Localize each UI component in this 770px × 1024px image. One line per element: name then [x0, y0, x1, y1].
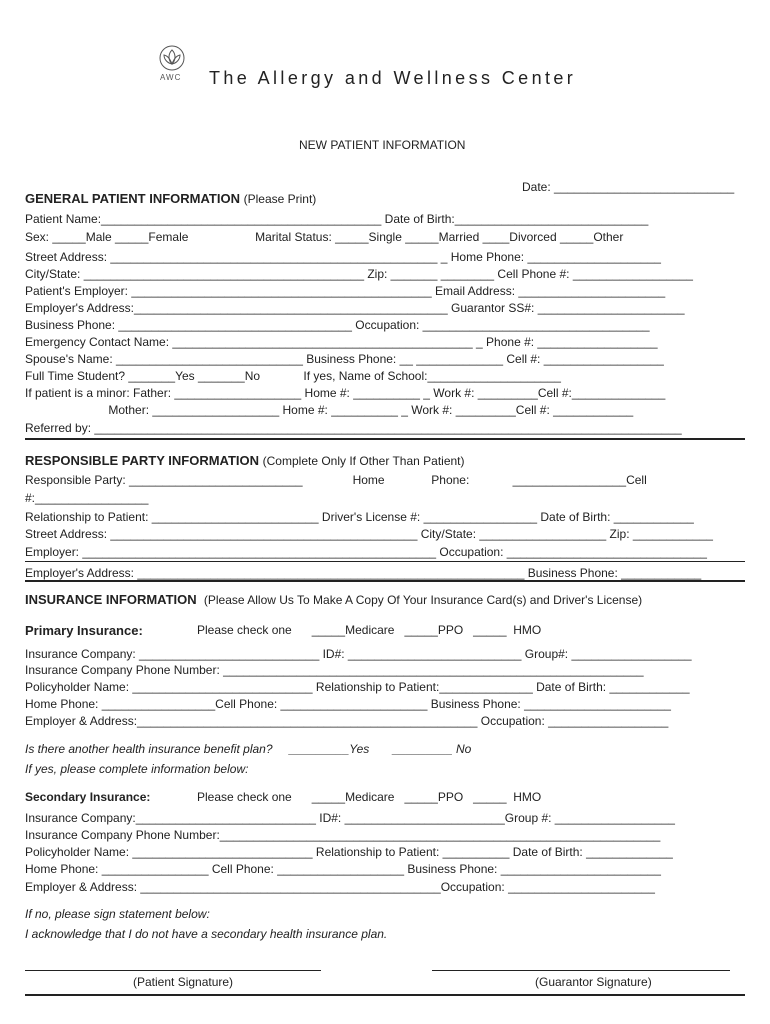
general-heading: GENERAL PATIENT INFORMATION (Please Print)	[25, 191, 317, 206]
form-row[interactable]: Insurance Company Phone Number:__________________________________________________________________	[25, 828, 661, 842]
secondary-insurance-label: Secondary Insurance:	[25, 790, 151, 804]
form-row[interactable]: Policyholder Name: ___________________________ Relationship to Patient:______________ Date of Birth: ____________	[25, 680, 690, 694]
form-row[interactable]: Street Address: ______________________________________________ City/State: ___________________ Zip: ____________	[25, 527, 713, 541]
section-divider	[25, 438, 745, 440]
form-row[interactable]: Sex: _____Male _____Female Marital Status: _____Single _____Married ____Divorced _____Other	[25, 230, 624, 244]
date-field[interactable]: Date: ___________________________	[522, 180, 735, 194]
form-row[interactable]: Full Time Student? _______Yes _______No If yes, Name of School:____________________	[25, 369, 561, 383]
logo-text: AWC	[160, 73, 182, 82]
form-row[interactable]: Street Address: _________________________________________________ _ Home Phone: ____________________	[25, 250, 661, 264]
primary-insurance-label: Primary Insurance:	[25, 623, 143, 638]
form-row[interactable]: Relationship to Patient: _________________________ Driver's License #: _________________ Date of Birth: ____________	[25, 510, 694, 524]
form-row[interactable]: Patient Name:__________________________________________ Date of Birth:_____________________________	[25, 212, 649, 226]
form-row[interactable]: Employer's Address:_______________________________________________ Guarantor SS#: ______________________	[25, 301, 685, 315]
form-row[interactable]: Emergency Contact Name: _____________________________________________ _ Phone #: __________________	[25, 335, 658, 349]
logo	[157, 44, 187, 84]
patient-signature-line[interactable]	[25, 970, 321, 971]
form-row[interactable]: #:_________________	[25, 491, 149, 505]
form-row[interactable]: Responsible Party: __________________________ Home Phone: _________________Cell	[25, 473, 647, 487]
form-row[interactable]: Mother: ___________________ Home #: __________ _ Work #: _________Cell #: ____________	[25, 403, 634, 417]
another-plan-question[interactable]: Is there another health insurance benefit plan? _________Yes _________ No	[25, 742, 472, 756]
lotus-logo-icon	[157, 44, 187, 74]
section-divider	[25, 580, 745, 582]
form-row[interactable]: Policyholder Name: ___________________________ Relationship to Patient: __________ Date of Birth: _____________	[25, 845, 673, 859]
form-row[interactable]: Employer's Address: __________________________________________________________ Business Phone: ____________	[25, 566, 702, 580]
responsible-heading: RESPONSIBLE PARTY INFORMATION (Complete Only If Other Than Patient)	[25, 453, 465, 468]
form-row[interactable]: Employer & Address: _____________________________________________Occupation: ______________________	[25, 880, 655, 894]
footer-divider	[25, 994, 745, 996]
form-row[interactable]: Home Phone: _________________Cell Phone: ______________________ Business Phone: ______________________	[25, 697, 671, 711]
guarantor-signature-label: (Guarantor Signature)	[535, 975, 652, 989]
secondary-plan-type[interactable]: Please check one _____Medicare _____PPO _____ HMO	[197, 790, 542, 804]
patient-signature-label: (Patient Signature)	[133, 975, 234, 989]
form-row[interactable]: Insurance Company Phone Number: _______________________________________________________________	[25, 663, 644, 677]
primary-plan-type[interactable]: Please check one _____Medicare _____PPO _____ HMO	[197, 623, 542, 637]
form-row[interactable]: Insurance Company:___________________________ ID#: ________________________Group #: __________________	[25, 811, 675, 825]
no-secondary-instruction: If no, please sign statement below:	[25, 907, 210, 921]
another-plan-note: If yes, please complete information below:	[25, 762, 249, 776]
form-row[interactable]: Spouse's Name: ____________________________ Business Phone: __ _____________ Cell #: __________________	[25, 352, 664, 366]
page-title: The Allergy and Wellness Center	[209, 68, 577, 88]
insurance-heading: INSURANCE INFORMATION (Please Allow Us To Make A Copy Of Your Insurance Card(s) and Driver's License)	[25, 592, 643, 607]
form-row[interactable]: Employer: _____________________________________________________ Occupation: ______________________________	[25, 545, 707, 559]
form-row[interactable]: Home Phone: ________________ Cell Phone: ___________________ Business Phone: ________________________	[25, 862, 661, 876]
no-secondary-statement: I acknowledge that I do not have a secondary health insurance plan.	[25, 927, 388, 941]
form-title: NEW PATIENT INFORMATION	[299, 138, 466, 152]
guarantor-signature-line[interactable]	[432, 970, 730, 971]
form-row[interactable]: Referred by: ________________________________________________________________________________________	[25, 421, 682, 435]
form-row[interactable]: Insurance Company: ___________________________ ID#: __________________________ Group#: __________________	[25, 647, 692, 661]
form-row[interactable]: Business Phone: ___________________________________ Occupation: __________________________________	[25, 318, 650, 332]
section-divider	[25, 561, 745, 562]
form-row[interactable]: Patient's Employer: _____________________________________________ Email Address: ______________________	[25, 284, 666, 298]
form-row[interactable]: If patient is a minor: Father: ___________________ Home #: __________ _ Work #: _________Cell #:______________	[25, 386, 666, 400]
form-row[interactable]: Employer & Address:___________________________________________________ Occupation: __________________	[25, 714, 669, 728]
form-row[interactable]: City/State: __________________________________________ Zip: _______ ________ Cell Phone #: __________________	[25, 267, 693, 281]
